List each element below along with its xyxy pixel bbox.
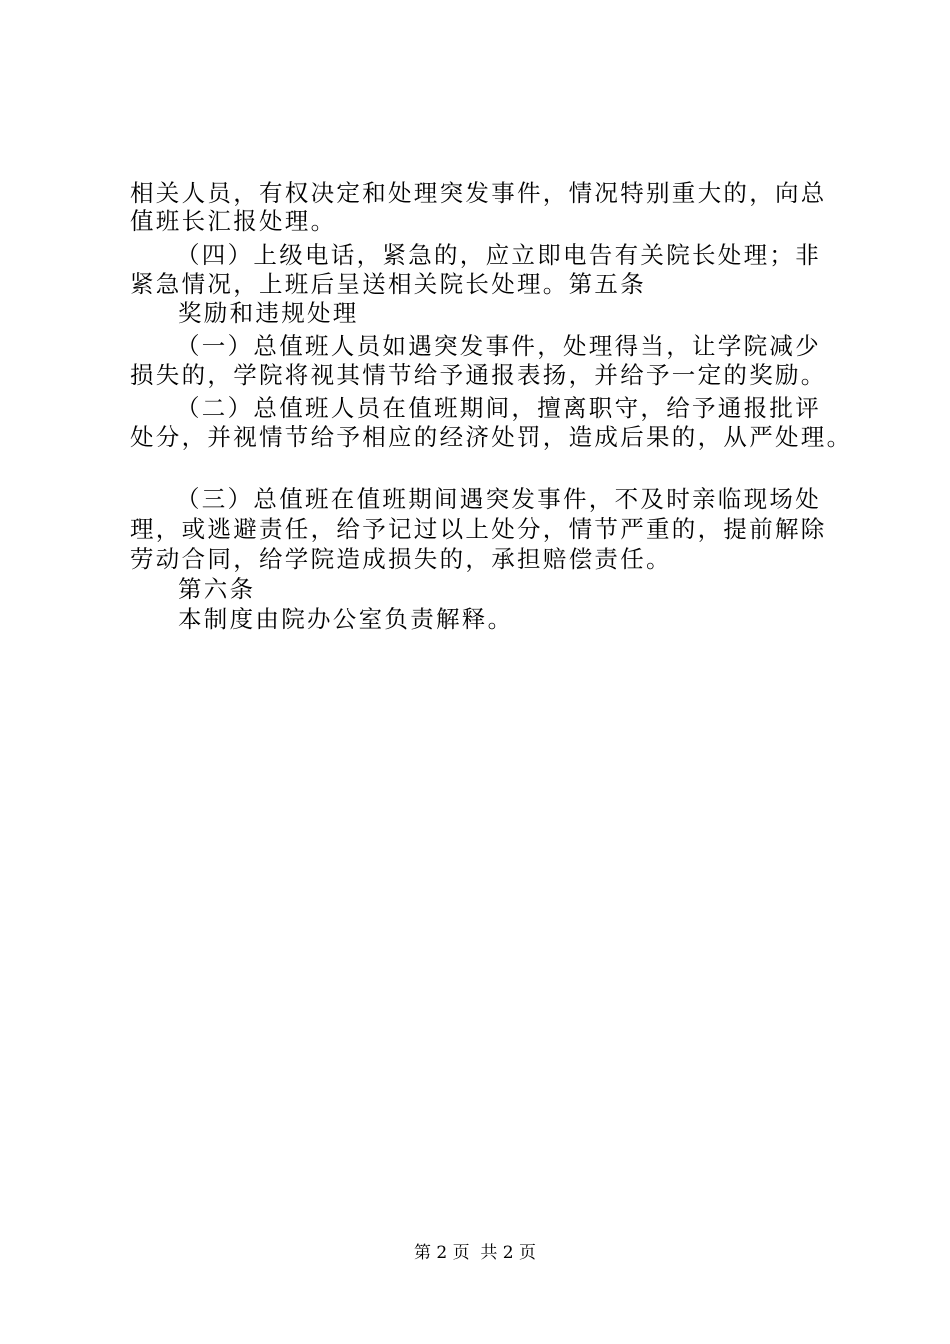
text-line: 理，或逃避责任，给予记过以上处分，情节严重的，提前解除 xyxy=(130,515,827,543)
text-line: 相关人员，有权决定和处理突发事件，情况特别重大的，向总 xyxy=(130,179,827,207)
text-line: 处分，并视情节给予相应的经济处罚，造成后果的，从严处理。 xyxy=(130,423,853,451)
page-number-footer: 第 2 页 共 2 页 xyxy=(413,1243,537,1263)
text-line: （三）总值班在值班期间遇突发事件，不及时亲临现场处 xyxy=(176,485,821,513)
text-line: （一）总值班人员如遇突发事件，处理得当，让学院减少 xyxy=(176,332,821,360)
text-line: 紧急情况，上班后呈送相关院长处理。第五条 xyxy=(130,270,646,298)
text-line: 值班长汇报处理。 xyxy=(130,207,337,235)
text-line: （四）上级电话，紧急的，应立即电告有关院长处理；非 xyxy=(176,241,821,269)
text-line: （二）总值班人员在值班期间，擅离职守，给予通报批评 xyxy=(176,394,821,422)
section-heading: 奖励和违规处理 xyxy=(178,299,359,327)
section-heading: 第六条 xyxy=(178,575,256,603)
text-line: 本制度由院办公室负责解释。 xyxy=(178,605,514,633)
text-line: 劳动合同，给学院造成损失的，承担赔偿责任。 xyxy=(130,545,672,573)
text-line: 损失的，学院将视其情节给予通报表扬，并给予一定的奖励。 xyxy=(130,361,827,389)
